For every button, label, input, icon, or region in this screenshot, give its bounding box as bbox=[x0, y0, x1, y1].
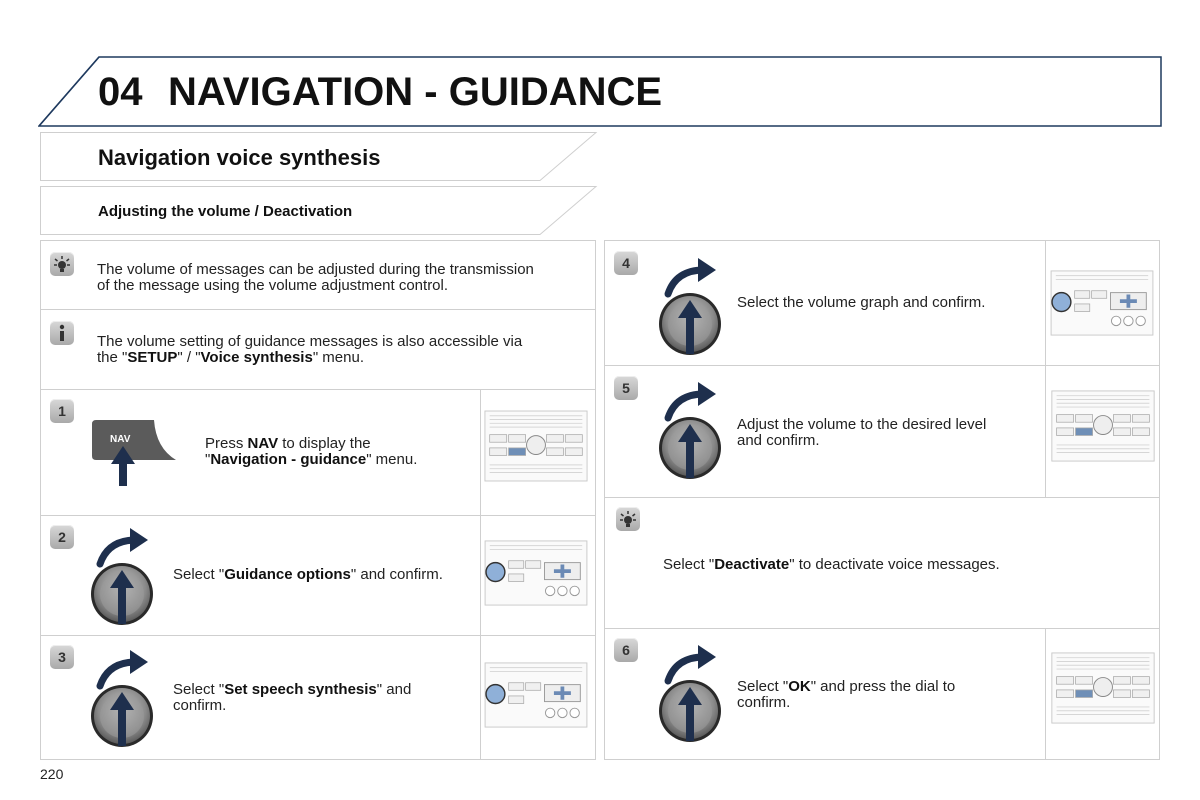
dial-icon bbox=[658, 256, 728, 356]
divider bbox=[480, 389, 481, 760]
divider bbox=[1045, 628, 1046, 760]
radio-thumbnail bbox=[484, 662, 588, 728]
light-bulb-icon bbox=[616, 507, 640, 531]
page-number: 220 bbox=[40, 766, 64, 782]
dial-icon bbox=[90, 526, 160, 626]
svg-text:NAV: NAV bbox=[110, 434, 131, 445]
radio-thumbnail bbox=[1050, 390, 1156, 462]
radio-thumbnail bbox=[484, 410, 588, 482]
section-title: Navigation voice synthesis bbox=[98, 145, 381, 170]
chapter-title: NAVIGATION - GUIDANCE bbox=[168, 70, 663, 114]
radio-thumbnail bbox=[1048, 270, 1156, 336]
step-5-text: Adjust the volume to the desired level and confirm. bbox=[737, 416, 987, 449]
divider bbox=[40, 389, 596, 390]
dial-icon bbox=[658, 643, 728, 743]
light-bulb-icon bbox=[50, 252, 74, 276]
radio-thumbnail bbox=[484, 540, 588, 606]
step-2-badge: 2 bbox=[50, 525, 74, 549]
divider bbox=[604, 365, 1160, 366]
step-1-badge: 1 bbox=[50, 399, 74, 423]
deactivate-tip-text: Select "Deactivate" to deactivate voice messages. bbox=[663, 556, 1000, 573]
step-1-text: Press NAV to display the "Navigation - guidance" menu. bbox=[205, 435, 418, 468]
info-text: The volume setting of guidance messages is also accessible via the "SETUP" / "Voice synthesis" menu. bbox=[97, 333, 523, 366]
divider bbox=[604, 628, 1160, 629]
radio-thumbnail bbox=[1050, 652, 1156, 724]
divider bbox=[40, 515, 596, 516]
chapter-number: 04 bbox=[98, 70, 143, 114]
step-6-text: Select "OK" and press the dial to confirm. bbox=[737, 678, 956, 711]
section-subtitle: Adjusting the volume / Deactivation bbox=[98, 203, 353, 220]
nav-button-icon bbox=[92, 420, 182, 488]
dial-icon bbox=[90, 648, 160, 748]
step-4-text: Select the volume graph and confirm. bbox=[737, 294, 986, 311]
step-4-badge: 4 bbox=[614, 251, 638, 275]
divider bbox=[604, 497, 1160, 498]
step-3-badge: 3 bbox=[50, 645, 74, 669]
step-3-text: Select "Set speech synthesis" and confirm. bbox=[173, 681, 412, 714]
info-icon bbox=[50, 321, 74, 345]
step-6-badge: 6 bbox=[614, 638, 638, 662]
step-2-text: Select "Guidance options" and confirm. bbox=[173, 566, 443, 583]
tip-text: The volume of messages can be adjusted during the transmission of the message using the volume adjustment control. bbox=[97, 261, 534, 294]
divider bbox=[1045, 240, 1046, 497]
dial-icon bbox=[658, 380, 728, 480]
step-5-badge: 5 bbox=[614, 376, 638, 400]
divider bbox=[40, 635, 596, 636]
divider bbox=[40, 309, 596, 310]
